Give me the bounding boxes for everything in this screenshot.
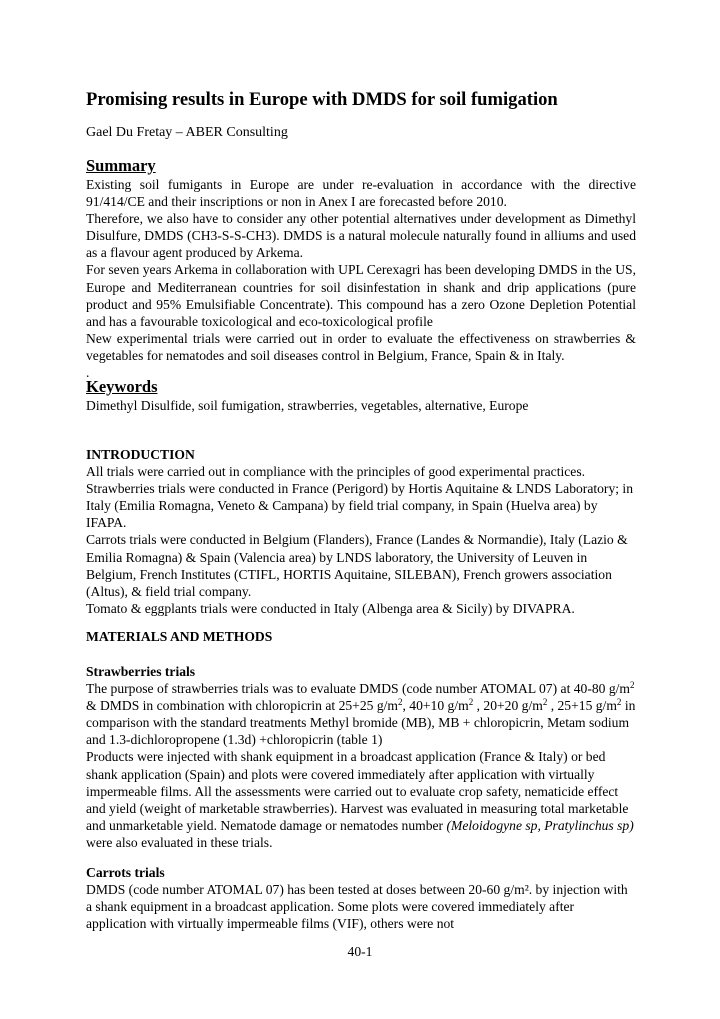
introduction-paragraph: Carrots trials were conducted in Belgium (Flanders), France (Landes & Normandie), Italy (Lazio & Emilia Romagna) & Spain (Valencia area) by LNDS laboratory, the University of Leuven in Belgium, French Institutes (CTIFL, HORTIS Aquitaine, SILEBAN), French growers association (Altus), & field trial company.	[86, 532, 628, 599]
strawberries-heading: Strawberries trials	[86, 664, 196, 679]
paper-title: Promising results in Europe with DMDS for soil fumigation	[86, 89, 558, 110]
page-number: 40-1	[347, 944, 373, 959]
summary-paragraph: New experimental trials were carried out in order to evaluate the effectiveness on strawberries & vegetables for nematodes and soil diseases control in Belgium, France, Spain & in Italy.	[86, 330, 636, 363]
nematode-species: (Meloidogyne sp, Pratylinchus sp)	[446, 817, 634, 833]
introduction-paragraph: Tomato & eggplants trials were conducted in Italy (Albenga area & Sicily) by DIVAPRA.	[86, 600, 575, 616]
introduction-paragraph: All trials were carried out in compliance with the principles of good experimental practices.	[86, 464, 586, 480]
summary-paragraph: For seven years Arkema in collaboration with UPL Cerexagri has been developing DMDS in the US, Europe and Mediterranean countries for soil disinfestation in shank and drip applications (pure product and 95% Emulsifiable Concentrate). This compound has a zero Ozone Depletion Potential and has a favourable toxicological and eco-toxicological profile	[86, 262, 636, 329]
materials-methods-heading: MATERIALS AND METHODS	[86, 629, 273, 644]
introduction-section	[86, 446, 636, 617]
keywords-heading: Keywords	[86, 377, 158, 396]
strawberries-section	[86, 663, 636, 851]
strawberries-paragraph: The purpose of strawberries trials was to evaluate DMDS (code number ATOMAL 07) at 40-80 $g/m^2$ & DMDS in combination with chloropicrin at 25+25 $g/m^2$, 40+10 $g/m^2$ , 20+20 $g/m^2$ , 25+15 $g/m^2$ in comparison with the standard treatments Methyl bromide (MB), MB + chloropicrin, Metam sodium and 1.3-dichloropropene (1.3d) +chloropicrin (table 1)	[86, 680, 636, 748]
introduction-paragraph: Strawberries trials were conducted in France (Perigord) by Hortis Aquitaine & LNDS Laboratory; in Italy (Emilia Romagna, Veneto & Campana) by field trial company, in Spain (Huelva area) by IFAPA.	[86, 481, 634, 531]
summary-section	[86, 176, 636, 381]
summary-paragraph: Existing soil fumigants in Europe are under re-evaluation in accordance with the directive 91/414/CE and their inscriptions or non in Anex I are forecasted before 2010.	[86, 177, 636, 210]
strawberries-paragraph: Products were injected with shank equipment in a broadcast application (France & Italy) or bed shank application (Spain) and plots were covered immediately after application with virtually impermeable films. All the assessments were carried out to evaluate crop safety, nematicide effect and yield (weight of marketable strawberries). Harvest was evaluated in measuring total marketable and unmarketable yield. Nematode damage or nematodes number (Meloidogyne sp, Pratylinchus sp) were also evaluated in these trials.	[86, 749, 634, 850]
author-line: Gael Du Fretay – ABER Consulting	[86, 125, 288, 140]
carrots-section	[86, 864, 636, 932]
carrots-heading: Carrots trials	[86, 865, 165, 880]
summary-paragraph: .	[86, 365, 90, 381]
summary-paragraph: Therefore, we also have to consider any other potential alternatives under development as Dimethyl Disulfure, DMDS (CH3-S-S-CH3). DMDS is a natural molecule naturally found in alliums and used as a flavour agent produced by Arkema.	[86, 211, 636, 261]
introduction-heading: INTRODUCTION	[86, 447, 195, 462]
carrots-paragraph: DMDS (code number ATOMAL 07) has been tested at doses between 20-60 g/m². by injection with a shank equipment in a broadcast application. Some plots were covered immediately after application with virtually impermeable films (VIF), others were not	[86, 882, 628, 932]
summary-heading: Summary	[86, 156, 156, 175]
keywords-text: Dimethyl Disulfide, soil fumigation, strawberries, vegetables, alternative, Europe	[86, 398, 529, 413]
